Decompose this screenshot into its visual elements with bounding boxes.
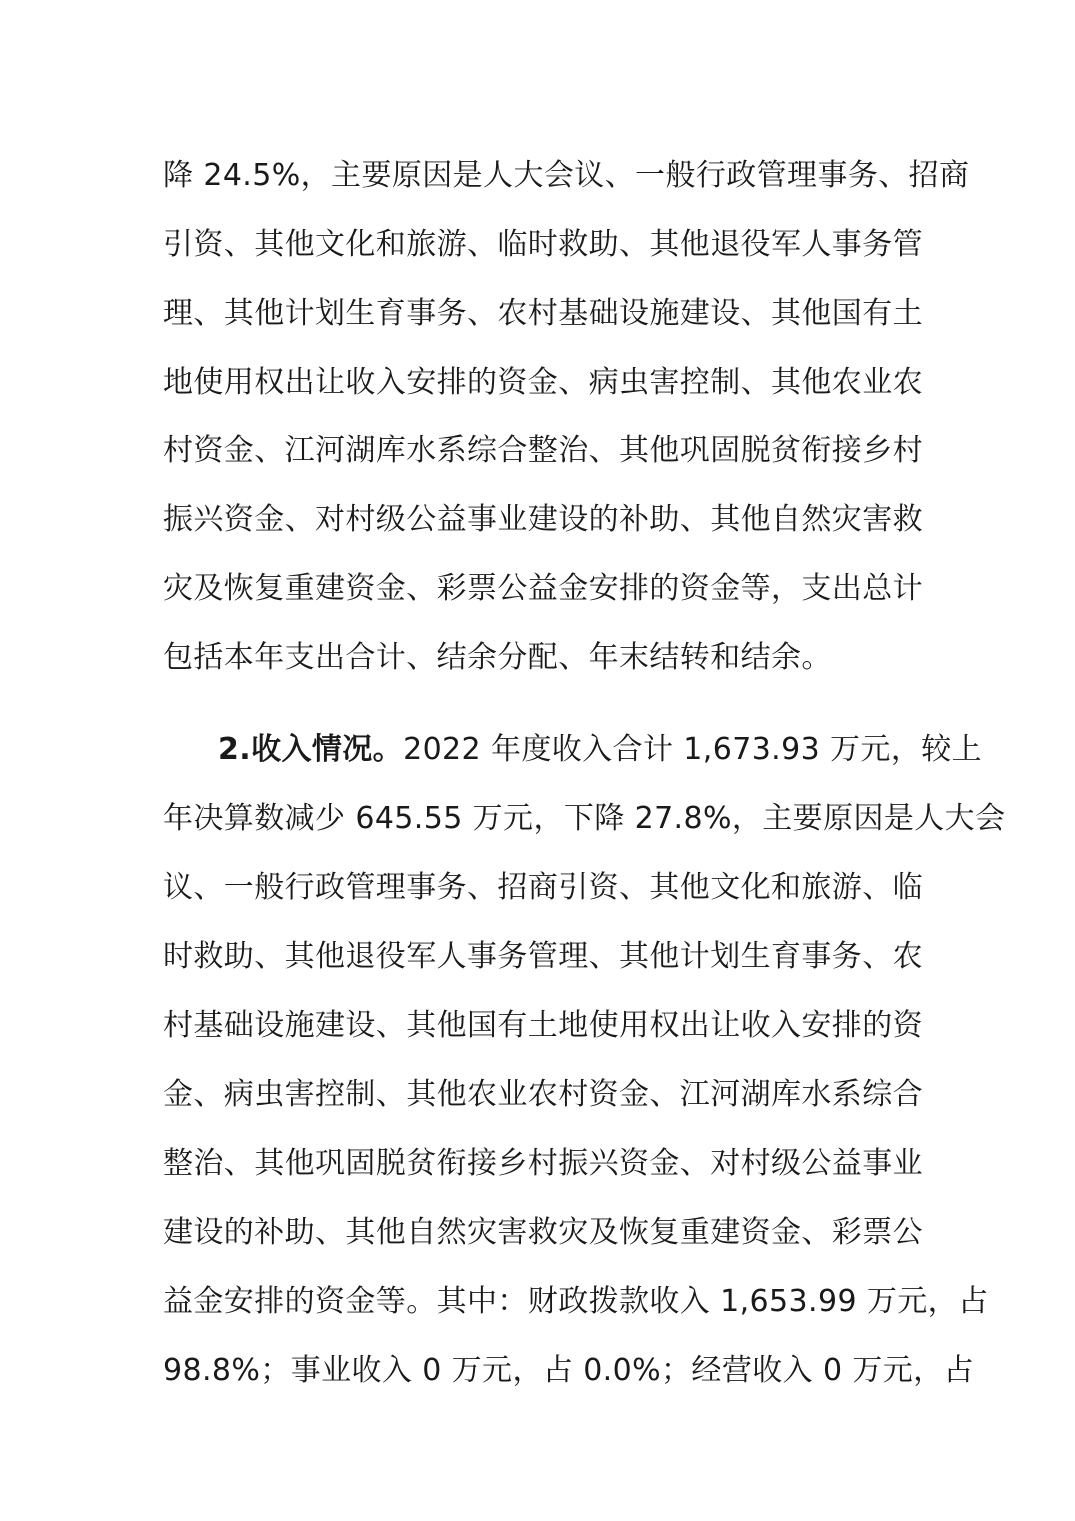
paragraph2-line-7: 整治、其他巩固脱贫衔接乡村振兴资金、对村级公益事业 [163,1146,923,1181]
paragraph1-line-8: 包括本年支出合计、结余分配、年末结转和结余。 [163,640,832,675]
paragraph2-line-3: 议、一般行政管理事务、招商引资、其他文化和旅游、临 [163,870,923,905]
paragraph1-line-3: 理、其他计划生育事务、农村基础设施建设、其他国有土 [163,296,923,331]
paragraph1-line-1: 降 24.5%，主要原因是人大会议、一般行政管理事务、招商 [163,158,970,193]
paragraph2-first-line-text: 2022 年度收入合计 1,673.93 万元，较上 [403,732,983,767]
paragraph1-line-4: 地使用权出让收入安排的资金、病虫害控制、其他农业农 [163,365,923,400]
paragraph2-line-4: 时救助、其他退役军人事务管理、其他计划生育事务、农 [163,939,923,974]
paragraph2-line-9: 益金安排的资金等。其中：财政拨款收入 1,653.99 万元，占 [163,1284,989,1319]
paragraph1-line-2: 引资、其他文化和旅游、临时救助、其他退役军人事务管 [163,227,923,262]
paragraph2-line-10: 98.8%；事业收入 0 万元，占 0.0%；经营收入 0 万元，占 [163,1353,974,1388]
paragraph1-line-7: 灾及恢复重建资金、彩票公益金安排的资金等，支出总计 [163,571,923,606]
paragraph2-line-8: 建设的补助、其他自然灾害救灾及恢复重建资金、彩票公 [163,1215,923,1250]
paragraph1-line-6: 振兴资金、对村级公益事业建设的补助、其他自然灾害救 [163,502,923,537]
paragraph1-line-5: 村资金、江河湖库水系综合整治、其他巩固脱贫衔接乡村 [163,433,923,468]
paragraph2-line-6: 金、病虫害控制、其他农业农村资金、江河湖库水系综合 [163,1077,923,1112]
paragraph2-line-2: 年决算数减少 645.55 万元，下降 27.8%，主要原因是人大会 [163,801,1006,836]
income-section-heading: 2.收入情况。 [218,732,404,767]
paragraph2-first-line [218,728,983,772]
paragraph2-line-5: 村基础设施建设、其他国有土地使用权出让收入安排的资 [163,1008,923,1043]
